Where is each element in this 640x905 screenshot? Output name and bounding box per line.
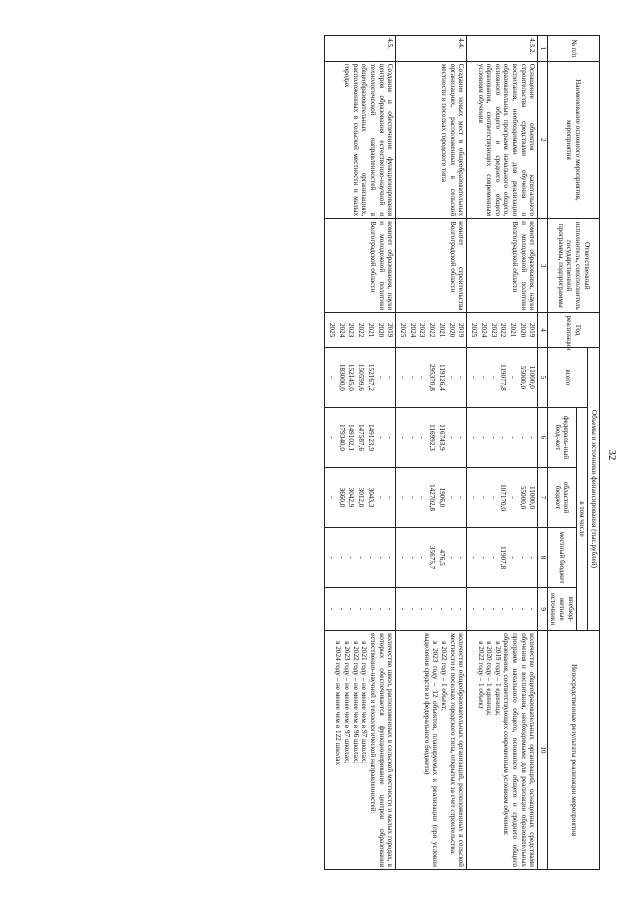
header-financing: Объемы и источники финансирования (тыс.рублей) <box>588 347 600 630</box>
regional-value: 3042,9 <box>347 487 356 508</box>
activity-name: Создание и обеспечение функционирования центров образования естественно-научной и технологической направленностей в общеобразовательных организациях, расположенных в сельской местности и малых городах <box>325 61 396 218</box>
years-value: 2023 <box>347 322 356 338</box>
local-value: - <box>479 556 488 559</box>
local-value: - <box>528 556 537 559</box>
table-row <box>467 36 538 870</box>
result-line: в 2022 году – не менее чем в 96 школах; <box>351 641 360 764</box>
regional-value: - <box>489 496 498 499</box>
page-number: 32 <box>606 449 618 461</box>
regional-value: - <box>328 496 337 499</box>
local-value: - <box>337 556 346 559</box>
years-value: 2024 <box>408 322 417 338</box>
total-value: - <box>508 376 517 379</box>
years-value: 2019 <box>528 322 537 338</box>
total-value: 55000,0 <box>518 365 527 390</box>
extra-value: - <box>376 607 385 611</box>
table-row <box>396 36 467 870</box>
years-values <box>325 313 396 347</box>
extra-value: - <box>347 607 356 611</box>
results-cell <box>396 631 467 870</box>
local-value: - <box>328 556 337 559</box>
extra-value: - <box>499 607 508 611</box>
extra-value: - <box>470 607 479 611</box>
column-number: 1 <box>538 36 547 62</box>
column-number: 6 <box>538 407 547 467</box>
column-number: 10 <box>538 631 547 870</box>
years-value: 2019 <box>386 322 395 338</box>
responsible-executor: комитет образования, науки и молодежной политики Волгоградской области <box>467 219 538 313</box>
row-number: 4.5. <box>325 36 396 62</box>
federal-value: - <box>457 436 466 439</box>
result-line: количество общеобразовательных организаций, расположенных в сельской местности и поселках городского типа, открытых за счет строительства: <box>448 633 466 867</box>
header-extra: внебюд-жетные источники <box>547 588 576 631</box>
local-value: 11907,8 <box>499 546 508 570</box>
regional-value: - <box>386 496 395 499</box>
header-executor: Ответственный исполнитель, соисполнитель государственной программы, подпрограммы <box>547 219 599 313</box>
regional-value: 107170,0 <box>499 484 508 511</box>
result-line: в 2022 году – 1 объект <box>476 641 485 709</box>
federal-value: - <box>418 436 427 439</box>
regional-value: 3660,0 <box>337 487 346 508</box>
total-value: - <box>418 376 427 379</box>
local-value: - <box>357 556 366 559</box>
federal-value: - <box>376 436 385 439</box>
federal-value: - <box>386 436 395 439</box>
federal-values <box>325 407 396 467</box>
regional-value: - <box>408 496 417 499</box>
local-value: - <box>408 556 417 559</box>
years-value: 2020 <box>376 322 385 338</box>
header-results: Непосредственные результаты реализации мероприятия <box>547 631 599 870</box>
column-number: 3 <box>538 219 547 313</box>
extra-value: - <box>457 607 466 611</box>
total-values <box>396 347 467 407</box>
extra-value: - <box>399 607 408 611</box>
column-number: 2 <box>538 61 547 218</box>
total-value: 152167,2 <box>366 363 375 391</box>
row-number: 4.3.2. <box>467 36 538 62</box>
local-values <box>396 528 467 588</box>
regional-value: 3012,0 <box>357 487 366 508</box>
column-number: 8 <box>538 528 547 588</box>
result-line: в 2024 году – не менее чем в 122 школах <box>334 641 343 766</box>
federal-value: - <box>499 436 508 439</box>
years-value: 2022 <box>357 322 366 338</box>
local-value: 35675,7 <box>428 545 437 570</box>
regional-values <box>325 467 396 527</box>
years-value: 2019 <box>457 322 466 338</box>
activity-name: Оснащение объектов капитального строительства средствами обучения и воспитания, необходимыми для реализации образовательных программ начального общего, основного общего и среднего общего образования, соответствующих современным условиям обучения <box>467 61 538 218</box>
header-name: Наименование основного мероприятия, мероприятия <box>547 61 599 218</box>
federal-value: - <box>328 436 337 439</box>
regional-value: - <box>508 496 517 499</box>
header-total: всего <box>547 347 588 407</box>
total-value: - <box>457 376 466 379</box>
years-value: 2025 <box>328 322 337 338</box>
total-values <box>325 347 396 407</box>
result-line: в 2019 году – 1 единица; <box>493 641 502 716</box>
total-value: 150599,6 <box>357 363 366 391</box>
federal-value: 179340,0 <box>337 423 346 451</box>
local-value: - <box>508 556 517 559</box>
years-value: 2025 <box>470 322 479 338</box>
extra-value: - <box>428 607 437 611</box>
years-value: 2022 <box>428 322 437 338</box>
years-values <box>467 313 538 347</box>
years-value: 2023 <box>418 322 427 338</box>
total-value: 152145,0 <box>347 363 356 391</box>
regional-value: - <box>399 496 408 499</box>
extra-value: - <box>328 607 337 611</box>
local-value: - <box>376 556 385 559</box>
regional-value: 11000,0 <box>528 485 537 510</box>
extra-value: - <box>408 607 417 611</box>
extra-value: - <box>418 607 427 611</box>
responsible-executor: комитет строительства Волгоградской области <box>396 219 467 313</box>
extra-value: - <box>528 607 537 611</box>
header-regional: областной бюджет <box>547 467 576 527</box>
federal-value: - <box>518 436 527 439</box>
total-value: - <box>447 376 456 379</box>
local-value: 476,5 <box>437 549 446 566</box>
local-value: - <box>489 556 498 559</box>
total-value: - <box>408 376 417 379</box>
header-including: в том числе <box>576 407 588 630</box>
regional-value: - <box>470 496 479 499</box>
federal-values <box>467 407 538 467</box>
federal-value: - <box>447 436 456 439</box>
result-line: в 2020 году – 1 единица; <box>485 641 494 716</box>
total-value: - <box>470 376 479 379</box>
local-value: - <box>457 556 466 559</box>
local-value: - <box>470 556 479 559</box>
federal-value: - <box>508 436 517 439</box>
extra-value: - <box>489 607 498 611</box>
regional-value: 3043,3 <box>366 487 375 508</box>
federal-value: - <box>408 436 417 439</box>
result-line: количество общеобразовательных организаций, оснащенных средствами обучения и воспитания, необходимыми для реализации образовательных программ начального общего, основного общего и среднего общего образования, соответствующих современным условиям обучения: <box>502 633 537 867</box>
result-line: в 2022 году – 1 объект; <box>440 641 449 711</box>
federal-value: 149102,1 <box>347 423 356 451</box>
years-value: 2020 <box>447 322 456 338</box>
extra-value: - <box>479 607 488 611</box>
column-number: 4 <box>538 313 547 347</box>
local-value: - <box>366 556 375 559</box>
column-number: 9 <box>538 588 547 631</box>
rotated-table-container <box>40 35 600 870</box>
years-value: 2024 <box>337 322 346 338</box>
header-no: № п/п <box>547 36 599 62</box>
federal-value: - <box>528 436 537 439</box>
regional-value: - <box>447 496 456 499</box>
header-local: местный бюджет <box>547 528 576 588</box>
federal-value: 149123,9 <box>366 423 375 451</box>
total-value: - <box>376 376 385 379</box>
years-value: 2024 <box>479 322 488 338</box>
regional-value: 1906,0 <box>437 487 446 508</box>
total-value: - <box>399 376 408 379</box>
federal-value: 116992,3 <box>428 424 437 451</box>
extra-value: - <box>447 607 456 611</box>
total-value: 119077,8 <box>499 364 508 391</box>
federal-value: - <box>470 436 479 439</box>
extra-value: - <box>366 607 375 611</box>
years-values <box>396 313 467 347</box>
total-value: - <box>328 376 337 379</box>
extra-value: - <box>386 607 395 611</box>
regional-value: - <box>479 496 488 499</box>
years-value: 2021 <box>366 322 375 338</box>
federal-values <box>396 407 467 467</box>
total-values <box>467 347 538 407</box>
regional-value: 55000,0 <box>518 485 527 510</box>
years-value: 2021 <box>437 322 446 338</box>
extra-value: - <box>337 607 346 611</box>
extra-value: - <box>357 607 366 611</box>
local-value: - <box>447 556 456 559</box>
regional-value: - <box>457 496 466 499</box>
column-index-row <box>538 36 547 870</box>
local-value: - <box>386 556 395 559</box>
extra-values <box>396 588 467 631</box>
activity-name: Создание новых мест в общеобразовательных организациях, расположенных в сельской местности и поселках городского типа <box>396 61 467 218</box>
result-line: в 2023 году – 12 объектов, планируемых к реализации (при условии выделения средств из федерального бюджета) <box>422 633 440 867</box>
extra-values <box>467 588 538 631</box>
local-value: - <box>347 556 356 559</box>
regional-value: 142702,8 <box>428 484 437 511</box>
result-line: в 2021 году – не менее чем в 97 школах; <box>360 641 369 764</box>
years-value: 2025 <box>399 322 408 338</box>
local-values <box>467 528 538 588</box>
local-value: - <box>418 556 427 559</box>
regional-value: - <box>418 496 427 499</box>
results-cell <box>325 631 396 870</box>
federal-value: 116743,9 <box>437 424 446 451</box>
column-number: 5 <box>538 347 547 407</box>
responsible-executor: комитет образования, науки и молодежной политики Волгоградской области <box>325 219 396 313</box>
total-value: - <box>479 376 488 379</box>
table-row <box>325 36 396 870</box>
financing-table <box>324 35 600 870</box>
years-value: 2020 <box>518 322 527 338</box>
result-line: в 2023 году – не менее чем в 97 школах; <box>343 641 352 764</box>
results-cell <box>467 631 538 870</box>
row-number: 4.4. <box>396 36 467 62</box>
years-value: 2022 <box>499 322 508 338</box>
federal-value: - <box>399 436 408 439</box>
regional-values <box>396 467 467 527</box>
regional-value: - <box>376 496 385 499</box>
total-value: - <box>386 376 395 379</box>
header-federal: федераль-ный бюд-жет <box>547 407 576 467</box>
local-value: - <box>518 556 527 559</box>
local-values <box>325 528 396 588</box>
total-value: 119126,4 <box>437 364 446 391</box>
column-number: 7 <box>538 467 547 527</box>
header-year: Год реализации <box>547 313 599 347</box>
total-value: 295370,8 <box>428 363 437 391</box>
result-line: количество школ, расположенных в сельской местности и малых городах, в которых обеспечивается функционирование центров образования естественно-научной и технологической направленностей: <box>369 633 395 867</box>
federal-value: - <box>479 436 488 439</box>
regional-values <box>467 467 538 527</box>
extra-value: - <box>518 607 527 611</box>
years-value: 2023 <box>489 322 498 338</box>
extra-values <box>325 588 396 631</box>
local-value: - <box>399 556 408 559</box>
federal-value: 147587,6 <box>357 423 366 451</box>
years-value: 2021 <box>508 322 517 338</box>
extra-value: - <box>508 607 517 611</box>
total-value: 183000,0 <box>337 363 346 391</box>
extra-value: - <box>437 607 446 611</box>
federal-value: - <box>489 436 498 439</box>
total-value: - <box>489 376 498 379</box>
total-value: 11000,0 <box>528 365 537 389</box>
table-body <box>325 36 538 870</box>
